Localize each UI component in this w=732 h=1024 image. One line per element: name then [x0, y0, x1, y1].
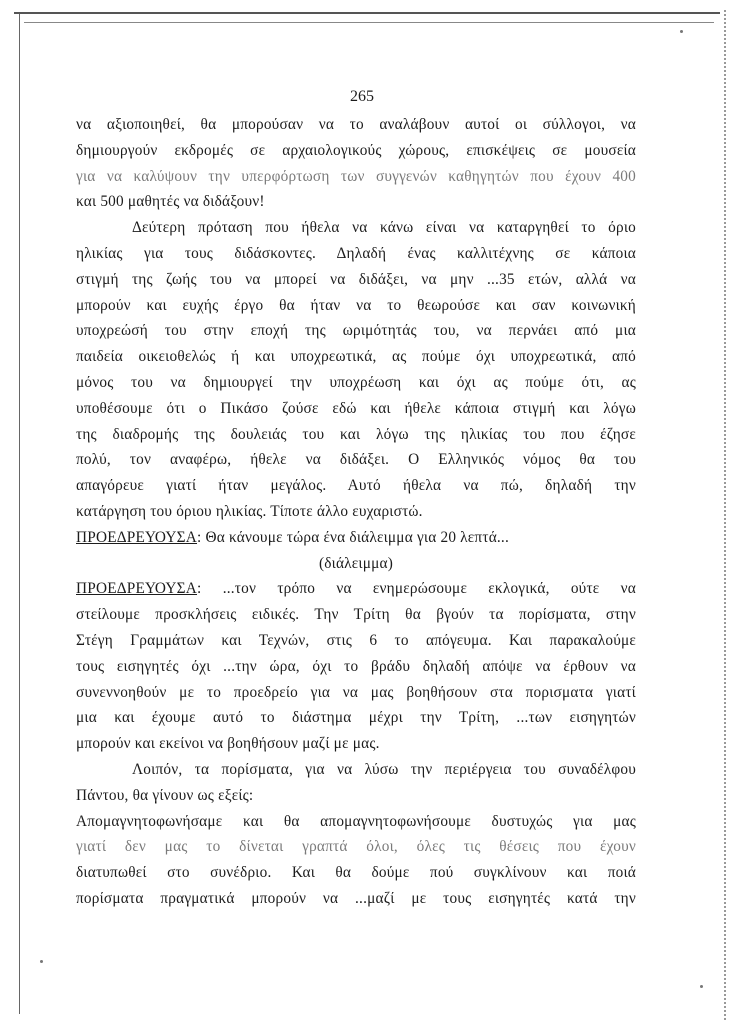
text-line: συνεννοηθούν με το προεδρείο για να μας βοηθήσουν στα πορισματα γιατί — [76, 683, 636, 701]
text-line: ηλικίας για τους διδάσκοντες. Δηλαδή ένας καλλιτέχνης σε κάποια — [76, 244, 636, 262]
paragraph-block-2 — [76, 602, 636, 912]
speaker-label: ΠΡΟΕΔΡΕΥΟΥΣΑ — [76, 580, 198, 598]
scan-speck — [700, 985, 703, 988]
text-line: κατάργηση του όριου ηλικίας. Τίποτε άλλο ευχαριστώ. — [76, 502, 423, 520]
text-line: παιδεία οικειοθελώς ή και υποχρεωτικά, ας πούμε όχι υποχρεωτικά, από — [76, 348, 636, 366]
scan-speck — [40, 960, 43, 963]
break-note: (διάλειμμα) — [318, 554, 394, 572]
speaker-label: ΠΡΟΕΔΡΕΥΟΥΣΑ — [76, 528, 198, 546]
text-line: υποθέσουμε ότι ο Πικάσο ζούσε εδώ και ήθελε κάποια στιγμή και λόγω — [76, 399, 636, 417]
page-border-top — [14, 12, 720, 14]
page-number: 265 — [350, 88, 374, 105]
text-line: πορίσματα πραγματικά μπορούν να ...μαζί με τους εισηγητές κατά την — [76, 889, 636, 907]
text-line: μόνος του να δημιουργεί την υποχρέωση και όχι ας πούμε ότι, ας — [76, 373, 636, 391]
text-line: στιγμή της ζωής του να μπορεί να διδάξει, να μην ...35 ετών, αλλά να — [76, 270, 636, 288]
text-line: υποχρεώσή του στην εποχή της ωριμότητάς του, να περνάει από μια — [76, 322, 636, 340]
resume-line — [76, 576, 636, 602]
text-line: μπορούν και εκείνοι να βοηθήσουν μαζί με μας. — [76, 735, 380, 753]
text-line: μια και έχουμε αυτό το διάστημα μέχρι την Τρίτη, ...των εισηγητών — [76, 709, 636, 727]
text-line: πολύ, τον αναφέρω, ήθελε να διδάξει. Ο Ελληνικός νόμος θα του — [76, 451, 636, 469]
text-line: για να καλύψουν την υπερφόρτωση των συγγενών καθηγητών που έχουν 400 — [76, 167, 636, 185]
text-line: τους εισηγητές όχι ...την ώρα, όχι το βράδυ δηλαδή απόψε να έρθουν να — [76, 657, 636, 675]
paragraph-block-1 — [76, 112, 636, 525]
text-line: Δεύτερη πρόταση που ήθελα να κάνω είναι να καταργηθεί το όριο — [132, 219, 636, 237]
scan-speck — [680, 30, 683, 33]
text-line: και 500 μαθητές να διδάξουν! — [76, 193, 265, 211]
text-line: Στέγη Γραμμάτων και Τεχνών, στις 6 το απόγευμα. Και παρακαλούμε — [76, 631, 636, 649]
break-text: : Θα κάνουμε τώρα ένα διάλειμμα για 20 λεπτά... — [197, 528, 509, 546]
document-body — [76, 112, 636, 912]
text-line: δημιουργούν εκδρομές σε αρχαιολογικούς χώρους, επισκέψεις σε μουσεία — [76, 141, 636, 159]
text-line: της διαδρομής της δουλειάς του και λόγω της ηλικίας του που έζησε — [76, 425, 636, 443]
text-line: να αξιοποιηθεί, θα μπορούσαν να το αναλάβουν αυτοί οι σύλλογοι, να — [76, 116, 636, 133]
text-line: μπορούν και ευχής έργο θα ήταν να το θεωρούσε και σαν κοινωνική — [76, 296, 636, 314]
resume-text: : ...τον τρόπο να ενημερώσουμε εκλογικά, ούτε να — [197, 580, 636, 598]
break-line — [76, 525, 636, 551]
text-line: στείλουμε προσκλήσεις ειδικές. Την Τρίτη θα βγούν τα πορίσματα, στην — [76, 606, 636, 624]
text-line: απαγόρευε γιατί ήταν μεγάλος. Αυτό ήθελα να πώ, δηλαδή την — [76, 477, 636, 495]
page-border-top-inner — [24, 22, 714, 23]
text-line: γιατί δεν μας το δίνεται γραπτά όλοι, όλες τις θέσεις που έχουν — [76, 838, 636, 856]
text-line: διατυπωθεί στο συνέδριο. Και θα δούμε πού συγκλίνουν και ποιά — [76, 864, 636, 882]
text-line: Λοιπόν, τα πορίσματα, για να λύσω την περιέργεια του συναδέλφου — [132, 760, 636, 778]
page-border-left — [19, 14, 20, 1014]
text-line: Πάντου, θα γίνουν ως εξείς: — [76, 786, 254, 804]
text-line: Απομαγνητοφωνήσαμε και θα απομαγνητοφωνήσουμε δυστυχώς για μας — [76, 812, 636, 830]
scan-edge-right — [694, 10, 726, 1020]
